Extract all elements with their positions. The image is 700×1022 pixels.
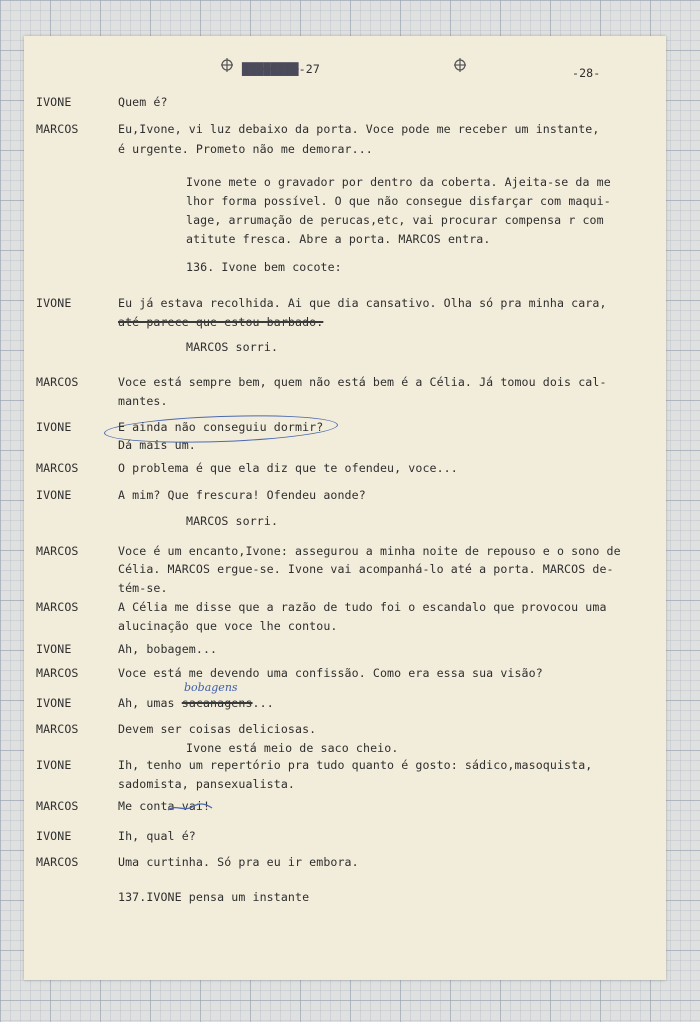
speaker-label: IVONE bbox=[36, 696, 72, 710]
dialogue-line: O problema é que ela diz que te ofendeu, voce... bbox=[118, 461, 458, 475]
speaker-label: MARCOS bbox=[36, 544, 79, 558]
stage-direction: lhor forma possível. O que não consegue disfarçar com maqui- bbox=[186, 194, 611, 208]
scene-heading: 137.IVONE pensa um instante bbox=[118, 890, 310, 904]
old-page-number: ████████-27 bbox=[242, 62, 320, 76]
speaker-label: MARCOS bbox=[36, 799, 79, 813]
speaker-label: MARCOS bbox=[36, 666, 79, 680]
struck-line: até parece que estou barbado. bbox=[118, 315, 324, 329]
stage-direction: Ivone está meio de saco cheio. bbox=[186, 741, 399, 755]
stage-direction: atitute fresca. Abre a porta. MARCOS entra. bbox=[186, 232, 491, 246]
dialogue-line: Eu,Ivone, vi luz debaixo da porta. Voce pode me receber um instante, bbox=[118, 122, 600, 136]
page-number: -28- bbox=[572, 66, 601, 80]
struck-word: sacanagens bbox=[181, 696, 253, 710]
dialogue-line: Voce está me devendo uma confissão. Como era essa sua visão? bbox=[118, 666, 543, 680]
dialogue-line: Uma curtinha. Só pra eu ir embora. bbox=[118, 855, 359, 869]
dialogue-line: mantes. bbox=[118, 394, 168, 408]
stage-direction: lage, arrumação de perucas,etc, vai procurar compensa r com bbox=[186, 213, 604, 227]
dialogue-line: Ah, bobagem... bbox=[118, 642, 218, 656]
stage-direction: Ivone mete o gravador por dentro da coberta. Ajeita-se da me bbox=[186, 175, 611, 189]
speaker-label: MARCOS bbox=[36, 722, 79, 736]
speaker-label: MARCOS bbox=[36, 375, 79, 389]
dialogue-line: Ah, umas sacanagens... bbox=[118, 696, 274, 710]
speaker-label: IVONE bbox=[36, 488, 72, 502]
dialogue-line: A Célia me disse que a razão de tudo foi o escandalo que provocou uma bbox=[118, 600, 607, 614]
speaker-label: MARCOS bbox=[36, 855, 79, 869]
speaker-label: IVONE bbox=[36, 829, 72, 843]
speaker-label: IVONE bbox=[36, 758, 72, 772]
dialogue-line: é urgente. Prometo não me demorar... bbox=[118, 142, 373, 156]
dialogue-line: Eu já estava recolhida. Ai que dia cansativo. Olha só pra minha cara, bbox=[118, 296, 607, 310]
dialogue-line: sadomista, pansexualista. bbox=[118, 777, 296, 791]
dialogue-line: A mim? Que frescura! Ofendeu aonde? bbox=[118, 488, 366, 502]
dialogue-line: Ih, tenho um repertório pra tudo quanto é gosto: sádico,masoquista, bbox=[118, 758, 593, 772]
speaker-label: MARCOS bbox=[36, 122, 79, 136]
dialogue-line: alucinação que voce lhe contou. bbox=[118, 619, 338, 633]
stage-direction: MARCOS sorri. bbox=[186, 340, 279, 354]
speaker-label: IVONE bbox=[36, 420, 72, 434]
dialogue-line: Voce é um encanto,Ivone: assegurou a minha noite de repouso e o sono de bbox=[118, 544, 621, 558]
dialogue-line: Devem ser coisas deliciosas. bbox=[118, 722, 317, 736]
speaker-label: IVONE bbox=[36, 95, 72, 109]
speaker-label: MARCOS bbox=[36, 461, 79, 475]
dialogue-line: Voce está sempre bem, quem não está bem é a Célia. Já tomou dois cal- bbox=[118, 375, 607, 389]
dialogue-line: Dá mais um. bbox=[118, 438, 196, 452]
speaker-label: IVONE bbox=[36, 296, 72, 310]
scene-heading: 136. Ivone bem cocote: bbox=[186, 260, 342, 274]
script-page bbox=[24, 36, 666, 980]
handwritten-correction: bobagens bbox=[184, 681, 238, 694]
crosshair-mark-icon bbox=[454, 58, 466, 72]
speaker-label: IVONE bbox=[36, 642, 72, 656]
dialogue-line: Me conta vai! bbox=[118, 799, 211, 813]
crosshair-mark-icon bbox=[221, 58, 233, 72]
dialogue-line: Ih, qual é? bbox=[118, 829, 196, 843]
speaker-label: MARCOS bbox=[36, 600, 79, 614]
dialogue-line: Quem é? bbox=[118, 95, 168, 109]
dialogue-line: E ainda não conseguiu dormir? bbox=[118, 420, 324, 434]
stage-direction: MARCOS sorri. bbox=[186, 514, 279, 528]
dialogue-line: tém-se. bbox=[118, 581, 168, 595]
dialogue-line: Célia. MARCOS ergue-se. Ivone vai acompanhá-lo até a porta. MARCOS de- bbox=[118, 562, 614, 576]
handwritten-mark bbox=[166, 800, 214, 814]
